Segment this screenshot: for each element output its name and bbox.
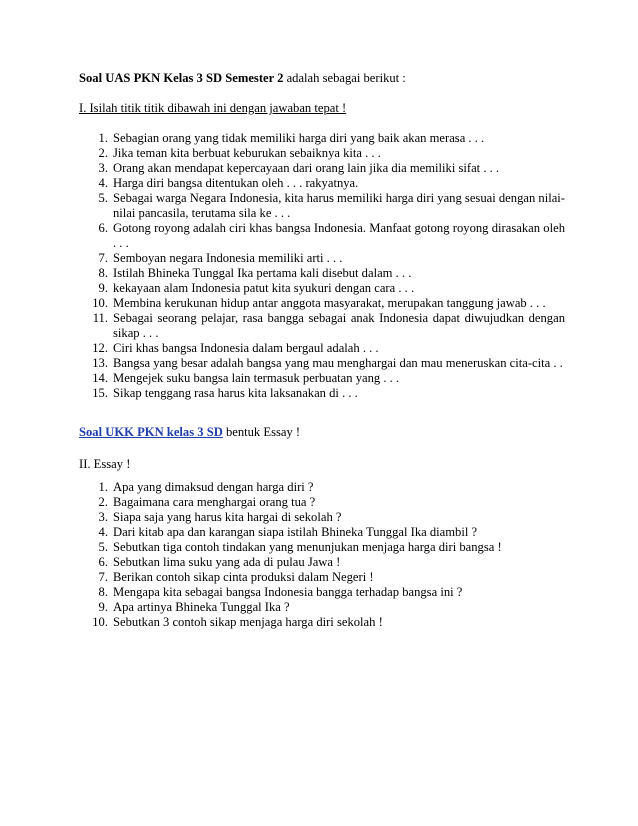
item-number: 9.: [98, 600, 108, 614]
list-item: [79, 570, 565, 585]
essay-link-line: [79, 425, 569, 440]
list-item: [79, 371, 565, 386]
item-text: Bagaimana cara menghargai orang tua ?: [113, 495, 316, 509]
item-number: 10.: [92, 296, 108, 310]
item-text: Apa artinya Bhineka Tunggal Ika ?: [113, 600, 290, 614]
item-text: Apa yang dimaksud dengan harga diri ?: [113, 480, 314, 494]
intro-rest: adalah sebagai berikut :: [283, 71, 406, 85]
list-item: [79, 146, 565, 161]
section1-title: I. Isilah titik titik dibawah ini dengan jawaban tepat !: [79, 101, 347, 115]
link-line-rest: bentuk Essay !: [222, 425, 301, 439]
list-item: [79, 585, 565, 600]
list-item: [79, 191, 565, 221]
list-item: [79, 296, 565, 311]
item-number: 4.: [98, 525, 108, 539]
item-number: 11.: [92, 311, 108, 325]
list-item: [79, 510, 565, 525]
item-text: Siapa saja yang harus kita hargai di sekolah ?: [113, 510, 342, 524]
list-item: [79, 341, 565, 356]
item-number: 10.: [92, 615, 108, 629]
item-text: Mengejek suku bangsa lain termasuk perbuatan yang . . .: [113, 371, 400, 385]
item-text: Gotong royong adalah ciri khas bangsa Indonesia. Manfaat gotong royong dirasakan oleh . . .: [113, 221, 565, 250]
list-item: [79, 281, 565, 296]
list-item: [79, 131, 565, 146]
item-number: 6.: [98, 555, 108, 569]
item-number: 1.: [98, 480, 108, 494]
item-text: Sebutkan lima suku yang ada di pulau Jawa !: [113, 555, 341, 569]
list-item: [79, 495, 565, 510]
list-item: [79, 386, 565, 401]
item-number: 5.: [98, 540, 108, 554]
intro-line: [79, 71, 569, 86]
list-item: [79, 480, 565, 495]
item-number: 14.: [92, 371, 108, 385]
item-text: Semboyan negara Indonesia memiliki arti . . .: [113, 251, 343, 265]
item-text: Dari kitab apa dan karangan siapa istilah Bhineka Tunggal Ika diambil ?: [113, 525, 478, 539]
soal-ukk-link[interactable]: Soal UKK PKN kelas 3 SD: [79, 425, 223, 439]
item-number: 5.: [98, 191, 108, 205]
item-text: Sebutkan tiga contoh tindakan yang menunjukan menjaga harga diri bangsa !: [113, 540, 502, 554]
item-number: 8.: [98, 266, 108, 280]
item-number: 15.: [92, 386, 108, 400]
item-number: 3.: [98, 161, 108, 175]
intro-title: Soal UAS PKN Kelas 3 SD Semester 2: [79, 71, 284, 85]
list-item: [79, 555, 565, 570]
item-number: 13.: [92, 356, 108, 370]
item-number: 7.: [98, 570, 108, 584]
item-number: 2.: [98, 495, 108, 509]
section2-question-list: [79, 480, 565, 630]
list-item: [79, 176, 565, 191]
list-item: [79, 266, 565, 281]
item-text: Berikan contoh sikap cinta produksi dalam Negeri !: [113, 570, 374, 584]
section1-question-list: [79, 131, 565, 401]
list-item: [79, 615, 565, 630]
item-text: Orang akan mendapat kepercayaan dari orang lain jika dia memiliki sifat . . .: [113, 161, 500, 175]
item-number: 2.: [98, 146, 108, 160]
item-text: Bangsa yang besar adalah bangsa yang mau menghargai dan mau meneruskan cita-cita . .: [113, 356, 563, 370]
list-item: [79, 311, 565, 341]
item-number: 7.: [98, 251, 108, 265]
item-text: Sebagian orang yang tidak memiliki harga diri yang baik akan merasa . . .: [113, 131, 485, 145]
item-text: Jika teman kita berbuat keburukan sebaiknya kita . . .: [113, 146, 381, 160]
item-number: 9.: [98, 281, 108, 295]
item-text: Sikap tenggang rasa harus kita laksanakan di . . .: [113, 386, 358, 400]
item-number: 1.: [98, 131, 108, 145]
item-number: 3.: [98, 510, 108, 524]
list-item: [79, 161, 565, 176]
item-text: Harga diri bangsa ditentukan oleh . . . rakyatnya.: [113, 176, 359, 190]
item-number: 4.: [98, 176, 108, 190]
item-text: Sebagai seorang pelajar, rasa bangga sebagai anak Indonesia dapat diwujudkan dengan sikap . . .: [113, 311, 565, 340]
item-number: 12.: [92, 341, 108, 355]
item-text: Ciri khas bangsa Indonesia dalam bergaul adalah . . .: [113, 341, 379, 355]
item-text: Sebagai warga Negara Indonesia, kita harus memiliki harga diri yang sesuai dengan nilai-nilai pancasila, terutama sila ke . . .: [113, 191, 565, 220]
item-number: 8.: [98, 585, 108, 599]
list-item: [79, 251, 565, 266]
list-item: [79, 525, 565, 540]
item-text: Mengapa kita sebagai bangsa Indonesia bangga terhadap bangsa ini ?: [113, 585, 463, 599]
list-item: [79, 540, 565, 555]
list-item: [79, 600, 565, 615]
item-text: kekayaan alam Indonesia patut kita syukuri dengan cara . . .: [113, 281, 415, 295]
section2-title: II. Essay !: [79, 457, 131, 471]
item-number: 6.: [98, 221, 108, 235]
list-item: [79, 221, 565, 251]
item-text: Istilah Bhineka Tunggal Ika pertama kali disebut dalam . . .: [113, 266, 412, 280]
list-item: [79, 356, 565, 371]
item-text: Sebutkan 3 contoh sikap menjaga harga diri sekolah !: [113, 615, 383, 629]
item-text: Membina kerukunan hidup antar anggota masyarakat, merupakan tanggung jawab . . .: [113, 296, 546, 310]
